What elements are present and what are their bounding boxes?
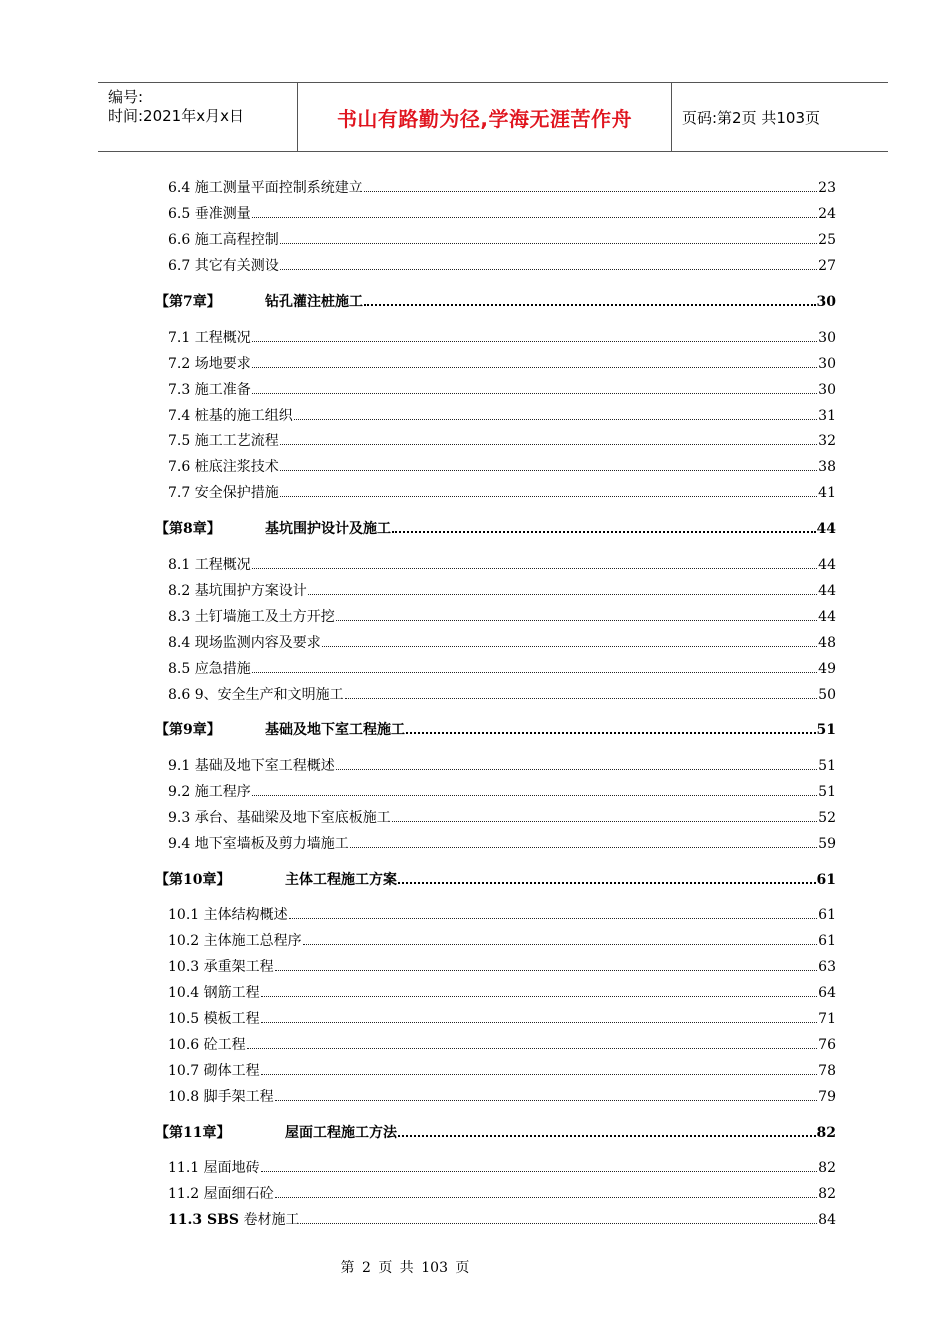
toc-entry-title: 7.2 场地要求 [168,356,251,372]
toc-chapter-number: 【第8章】 [155,521,221,537]
toc-chapter-entry[interactable] [155,721,836,739]
toc-entry-title: 8.2 基坑围护方案设计 [168,583,307,599]
toc-entry[interactable] [168,906,836,924]
toc-entry-page: 64 [818,985,836,1001]
toc-entry[interactable] [168,1159,836,1177]
toc-entry-page: 51 [818,784,836,800]
toc-entry-page: 71 [818,1011,836,1027]
toc-entry[interactable] [168,432,836,450]
toc-entry-page: 25 [818,232,836,248]
toc-entry[interactable] [168,686,836,704]
toc-entry-page: 51 [818,758,836,774]
footer-page-number: 第 2 页 共 103 页 [340,1260,470,1276]
toc-entry[interactable] [168,958,836,976]
toc-entry[interactable] [168,932,836,950]
toc-entry-title: 11.2 屋面细石砼 [168,1186,274,1202]
toc-entry-page: 23 [818,180,836,196]
dot-leader [345,698,818,699]
dot-leader [336,769,817,770]
toc-entry[interactable] [168,231,836,249]
toc-entry-title-bold: 11.3 SBS [168,1212,240,1228]
toc-entry[interactable] [168,757,836,775]
dot-leader [280,269,817,270]
toc-chapter-number: 【第7章】 [155,294,221,310]
dot-leader [280,470,817,471]
toc-entry[interactable] [168,458,836,476]
toc-entry-page: 49 [818,661,836,677]
header-meta-cell [98,83,298,151]
dot-leader [275,1197,818,1198]
toc-entry-title: 7.7 安全保护措施 [168,485,279,501]
dot-leader [261,1074,818,1075]
toc-chapter-title: 基础及地下室工程施工 [265,722,405,738]
toc-entry-page: 61 [818,907,836,923]
toc-entry-page: 79 [818,1089,836,1105]
toc-entry[interactable] [168,1185,836,1203]
toc-entry[interactable] [168,205,836,223]
toc-entry[interactable] [168,1211,836,1229]
toc-entry-page: 61 [818,933,836,949]
toc-entry-title: 10.6 砼工程 [168,1037,246,1053]
toc-entry-page: 52 [818,810,836,826]
toc-entry-title: 8.5 应急措施 [168,661,251,677]
toc-entry-page: 78 [818,1063,836,1079]
dot-leader [398,1135,816,1137]
toc-entry[interactable] [168,381,836,399]
toc-entry-title: 9.4 地下室墙板及剪力墙施工 [168,836,349,852]
toc-entry-title: 8.1 工程概况 [168,557,251,573]
dot-leader [392,531,816,533]
toc-chapter-title: 屋面工程施工方法 [285,1125,397,1141]
dot-leader [364,304,816,306]
toc-chapter-page: 82 [816,1125,836,1141]
toc-chapter-number: 【第10章】 [155,872,231,888]
dot-leader [252,367,817,368]
toc-entry[interactable] [168,634,836,652]
dot-leader [261,1171,818,1172]
toc-entry-page: 30 [818,330,836,346]
toc-entry-title [168,1211,299,1229]
toc-entry-title: 8.4 现场监测内容及要求 [168,635,321,651]
toc-entry[interactable] [168,984,836,1002]
toc-chapter-page: 44 [816,521,836,537]
dot-leader [392,821,817,822]
toc-entry[interactable] [168,556,836,574]
toc-entry-title: 6.6 施工高程控制 [168,232,279,248]
toc-entry-title: 6.4 施工测量平面控制系统建立 [168,180,363,196]
toc-entry-page: 63 [818,959,836,975]
toc-entry-page: 31 [818,408,836,424]
toc-entry[interactable] [168,660,836,678]
toc-entry[interactable] [168,257,836,275]
toc-entry-page: 48 [818,635,836,651]
toc-entry-page: 41 [818,485,836,501]
toc-entry[interactable] [168,407,836,425]
toc-chapter-number: 【第9章】 [155,722,221,738]
toc-entry-page: 84 [818,1212,836,1228]
toc-chapter-page: 30 [816,294,836,310]
header-page-info: 页码:第2页 共103页 [682,108,820,127]
toc-entry[interactable] [168,1010,836,1028]
toc-chapter-page: 61 [816,872,836,888]
header-motto: 书山有路勤为径,学海无涯苦作舟 [336,106,633,131]
toc-entry-title: 10.4 钢筋工程 [168,985,260,1001]
dot-leader [252,393,817,394]
toc-entry[interactable] [168,484,836,502]
toc-entry-page: 38 [818,459,836,475]
toc-entry-page: 50 [818,687,836,703]
dot-leader [303,944,818,945]
toc-entry-page: 24 [818,206,836,222]
toc-entry[interactable] [168,1062,836,1080]
toc-entry[interactable] [168,355,836,373]
dot-leader [308,594,817,595]
document-date: 时间:2021年x月x日 [108,107,244,125]
toc-chapter-page: 51 [816,722,836,738]
dot-leader [398,882,816,884]
toc-entry-title: 6.7 其它有关测设 [168,258,279,274]
toc-entry-page: 59 [818,836,836,852]
toc-entry[interactable] [168,1036,836,1054]
toc-entry-title: 6.5 垂准测量 [168,206,251,222]
toc-entry-page: 27 [818,258,836,274]
dot-leader [406,732,816,734]
toc-entry[interactable] [168,329,836,347]
toc-entry-page: 82 [818,1186,836,1202]
toc-entry[interactable] [168,608,836,626]
toc-entry-title: 10.8 脚手架工程 [168,1089,274,1105]
header-motto-cell [298,83,672,151]
dot-leader [300,1223,817,1224]
toc-chapter-entry[interactable] [155,520,836,538]
dot-leader [336,620,817,621]
dot-leader [275,1100,818,1101]
toc-entry-page: 82 [818,1160,836,1176]
dot-leader [350,847,817,848]
toc-entry[interactable] [168,809,836,827]
toc-entry-title: 11.1 屋面地砖 [168,1160,260,1176]
toc-chapter-title: 钻孔灌注桩施工 [265,294,363,310]
toc-entry-title: 7.4 桩基的施工组织 [168,408,293,424]
toc-entry-page: 44 [818,557,836,573]
dot-leader [252,568,817,569]
toc-chapter-title: 主体工程施工方案 [285,872,397,888]
toc-chapter-entry[interactable] [155,1124,836,1142]
toc-entry[interactable] [168,179,836,197]
toc-entry-title: 9.2 施工程序 [168,784,251,800]
toc-entry-page: 30 [818,382,836,398]
toc-entry-title: 10.1 主体结构概述 [168,907,288,923]
toc-entry-title: 7.5 施工工艺流程 [168,433,279,449]
dot-leader [252,341,817,342]
page-header [98,82,888,152]
dot-leader [252,217,817,218]
dot-leader [261,996,818,997]
toc-entry-page: 44 [818,609,836,625]
dot-leader [364,191,817,192]
dot-leader [322,646,817,647]
page-footer [0,1257,950,1277]
toc-entry-title: 7.3 施工准备 [168,382,251,398]
dot-leader [252,795,817,796]
toc-entry-title: 7.6 桩底注浆技术 [168,459,279,475]
toc-entry-page: 32 [818,433,836,449]
toc-chapter-entry[interactable] [155,871,836,889]
toc-entry[interactable] [168,835,836,853]
toc-entry-title: 8.3 土钉墙施工及土方开挖 [168,609,335,625]
document-number-label: 编号: [108,88,144,106]
dot-leader [275,970,818,971]
toc-chapter-title: 基坑围护设计及施工 [265,521,391,537]
dot-leader [289,918,818,919]
header-page-info-cell [672,83,888,151]
dot-leader [252,672,817,673]
toc-entry-title: 10.7 砌体工程 [168,1063,260,1079]
toc-entry-title: 10.2 主体施工总程序 [168,933,302,949]
toc-entry-page: 30 [818,356,836,372]
dot-leader [280,243,817,244]
dot-leader [294,419,817,420]
dot-leader [247,1048,818,1049]
dot-leader [280,496,817,497]
toc-entry-page: 76 [818,1037,836,1053]
dot-leader [261,1022,818,1023]
toc-entry[interactable] [168,582,836,600]
toc-chapter-entry[interactable] [155,293,836,311]
toc-entry-title: 10.5 模板工程 [168,1011,260,1027]
toc-chapter-number: 【第11章】 [155,1125,231,1141]
toc-entry[interactable] [168,1088,836,1106]
toc-entry-title-rest: 卷材施工 [239,1212,300,1228]
toc-entry-title: 10.3 承重架工程 [168,959,274,975]
toc-entry-title: 9.1 基础及地下室工程概述 [168,758,335,774]
dot-leader [280,444,817,445]
toc-entry-title: 9.3 承台、基础梁及地下室底板施工 [168,810,391,826]
toc-entry-page: 44 [818,583,836,599]
toc-entry-title: 7.1 工程概况 [168,330,251,346]
toc-entry-title: 8.6 9、安全生产和文明施工 [168,687,344,703]
toc-entry[interactable] [168,783,836,801]
